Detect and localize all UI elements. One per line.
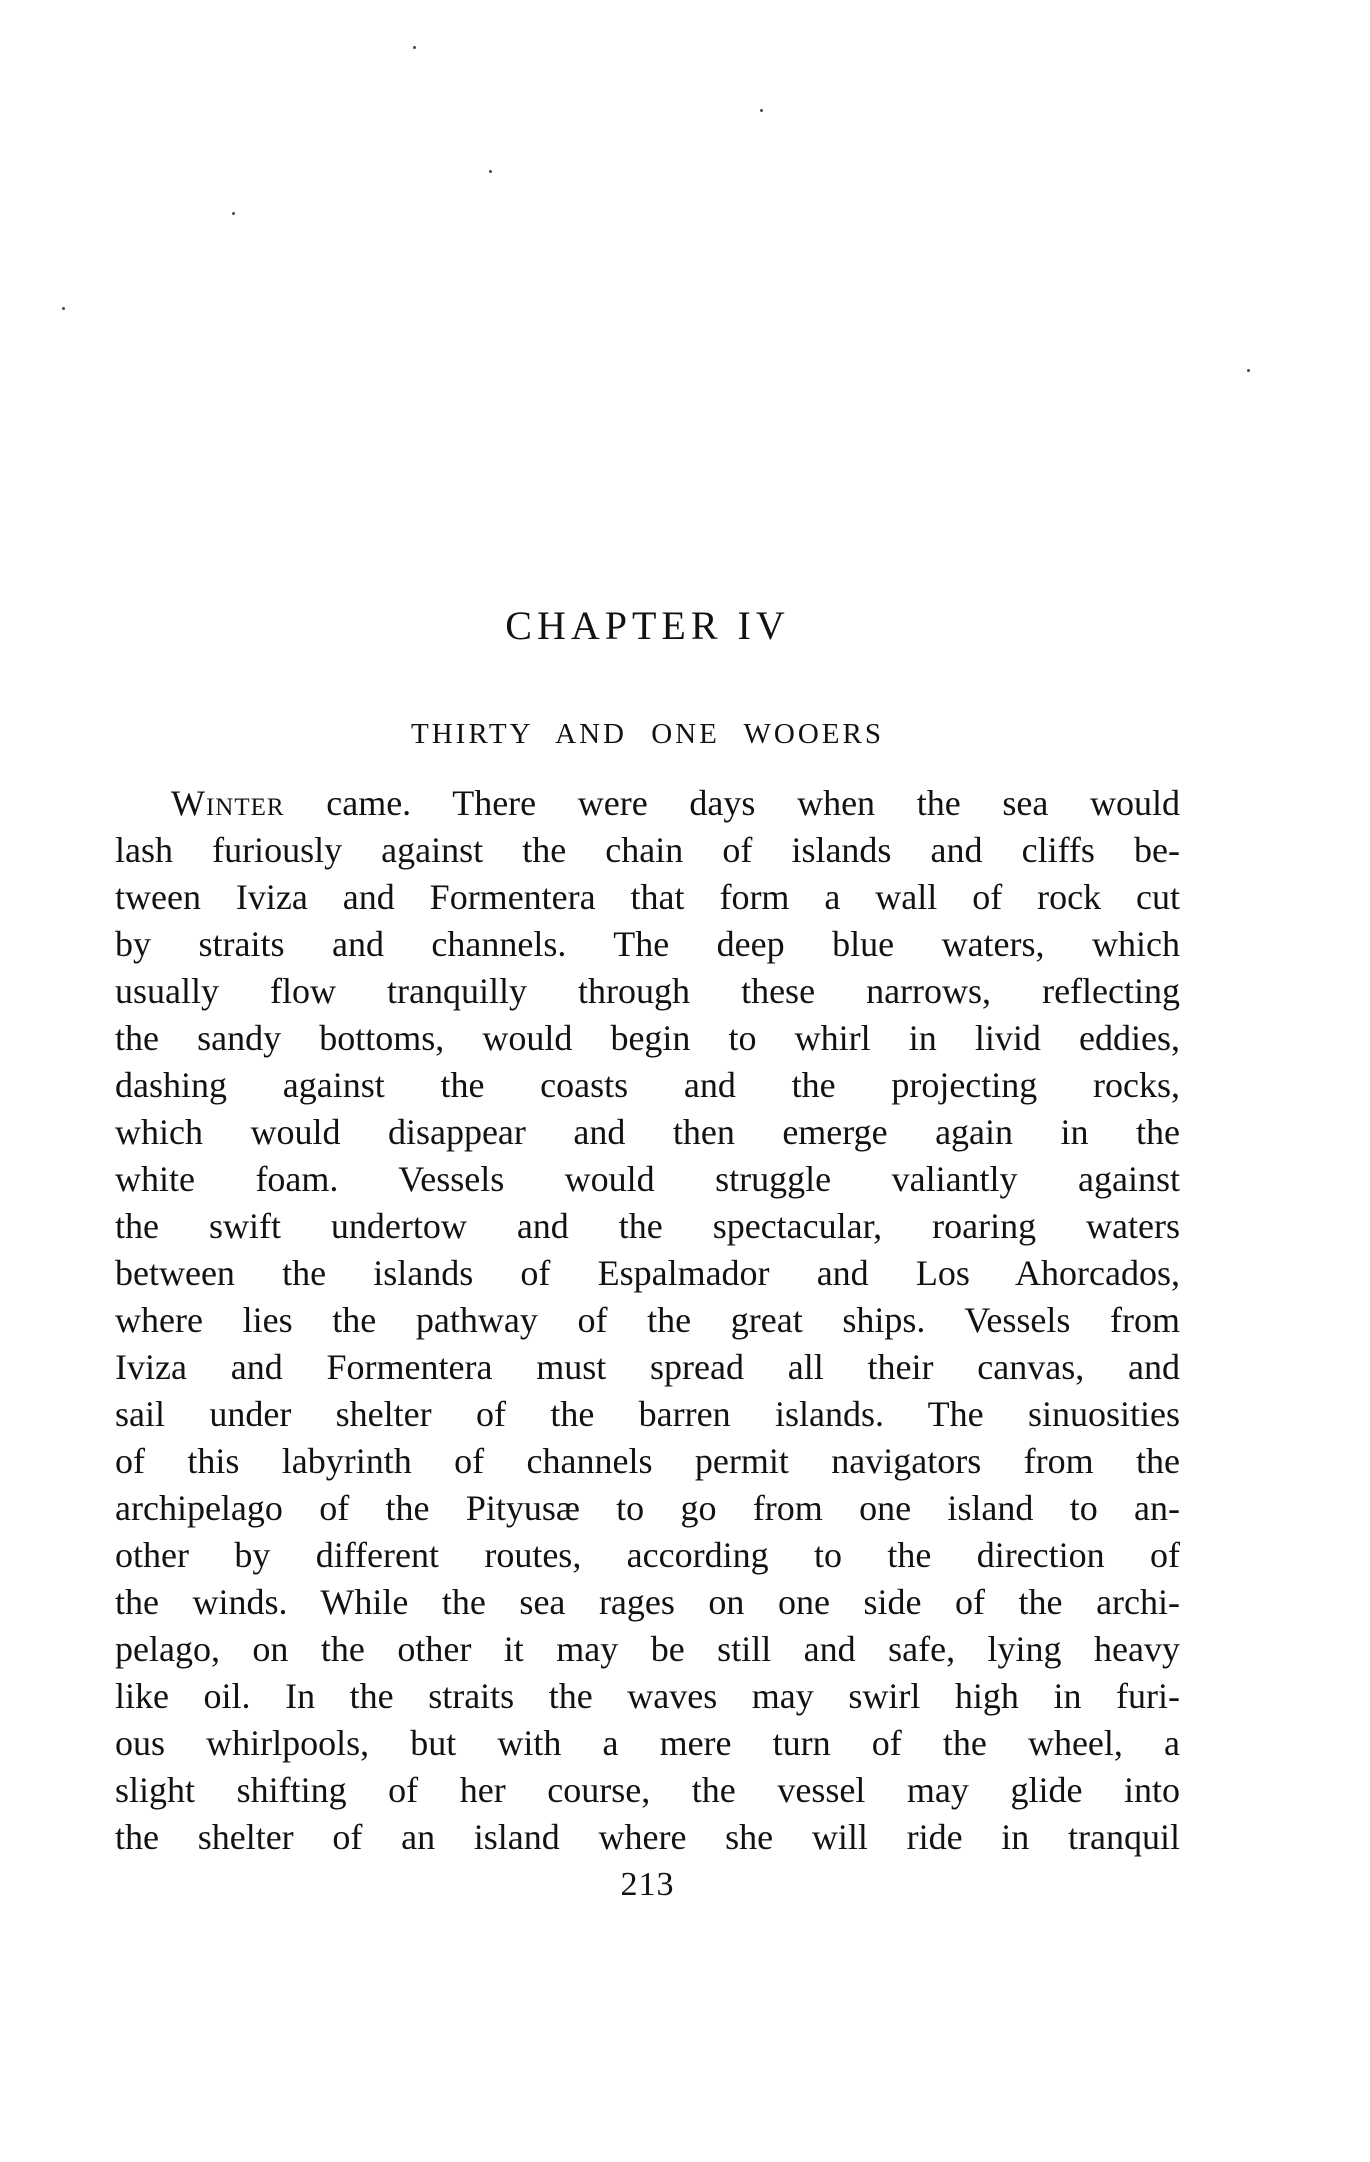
section-title: THIRTY AND ONE WOOERS bbox=[411, 718, 884, 750]
text-line: the swift undertow and the spectacular, roaring waters bbox=[115, 1206, 1180, 1246]
text-line: which would disappear and then emerge again in the bbox=[115, 1112, 1180, 1152]
text-line: the winds. While the sea rages on one side of the archi- bbox=[115, 1582, 1180, 1622]
page-number: 213 bbox=[620, 1866, 675, 1903]
text-line: pelago, on the other it may be still and safe, lying heavy bbox=[115, 1629, 1180, 1669]
text-block bbox=[115, 602, 1180, 1908]
text-line: sail under shelter of the barren islands. The sinuosities bbox=[115, 1394, 1180, 1434]
text-line: by straits and channels. The deep blue waters, which bbox=[115, 924, 1180, 964]
scan-speck bbox=[760, 109, 763, 112]
text-line: ous whirlpools, but with a mere turn of the wheel, a bbox=[115, 1723, 1180, 1763]
text-line bbox=[115, 780, 1180, 827]
text-line: dashing against the coasts and the projecting rocks, bbox=[115, 1065, 1180, 1105]
text-line: between the islands of Espalmador and Los Ahorcados, bbox=[115, 1253, 1180, 1293]
scan-speck bbox=[62, 307, 65, 310]
scan-speck bbox=[413, 46, 416, 49]
lead-word: Winter bbox=[171, 783, 285, 823]
text-line: usually flow tranquilly through these narrows, reflecting bbox=[115, 971, 1180, 1011]
text-line: of this labyrinth of channels permit navigators from the bbox=[115, 1441, 1180, 1481]
text-line: the sandy bottoms, would begin to whirl in livid eddies, bbox=[115, 1018, 1180, 1058]
text-line: lash furiously against the chain of islands and cliffs be- bbox=[115, 830, 1180, 870]
scan-speck bbox=[1247, 369, 1250, 372]
paragraph bbox=[115, 780, 1180, 1861]
text-line: where lies the pathway of the great ships. Vessels from bbox=[115, 1300, 1180, 1340]
line-text: came. There were days when the sea would bbox=[284, 783, 1180, 823]
text-line: like oil. In the straits the waves may swirl high in furi- bbox=[115, 1676, 1180, 1716]
text-line: archipelago of the Pityusæ to go from one island to an- bbox=[115, 1488, 1180, 1528]
text-line: the shelter of an island where she will ride in tranquil bbox=[115, 1817, 1180, 1857]
text-line: Iviza and Formentera must spread all their canvas, and bbox=[115, 1347, 1180, 1387]
chapter-heading: CHAPTER IV bbox=[505, 603, 790, 648]
text-line: slight shifting of her course, the vessel may glide into bbox=[115, 1770, 1180, 1810]
text-line: tween Iviza and Formentera that form a wall of rock cut bbox=[115, 877, 1180, 917]
text-line: white foam. Vessels would struggle valiantly against bbox=[115, 1159, 1180, 1199]
text-line: other by different routes, according to the direction of bbox=[115, 1535, 1180, 1575]
scan-speck bbox=[232, 212, 235, 215]
scan-speck bbox=[489, 170, 492, 173]
